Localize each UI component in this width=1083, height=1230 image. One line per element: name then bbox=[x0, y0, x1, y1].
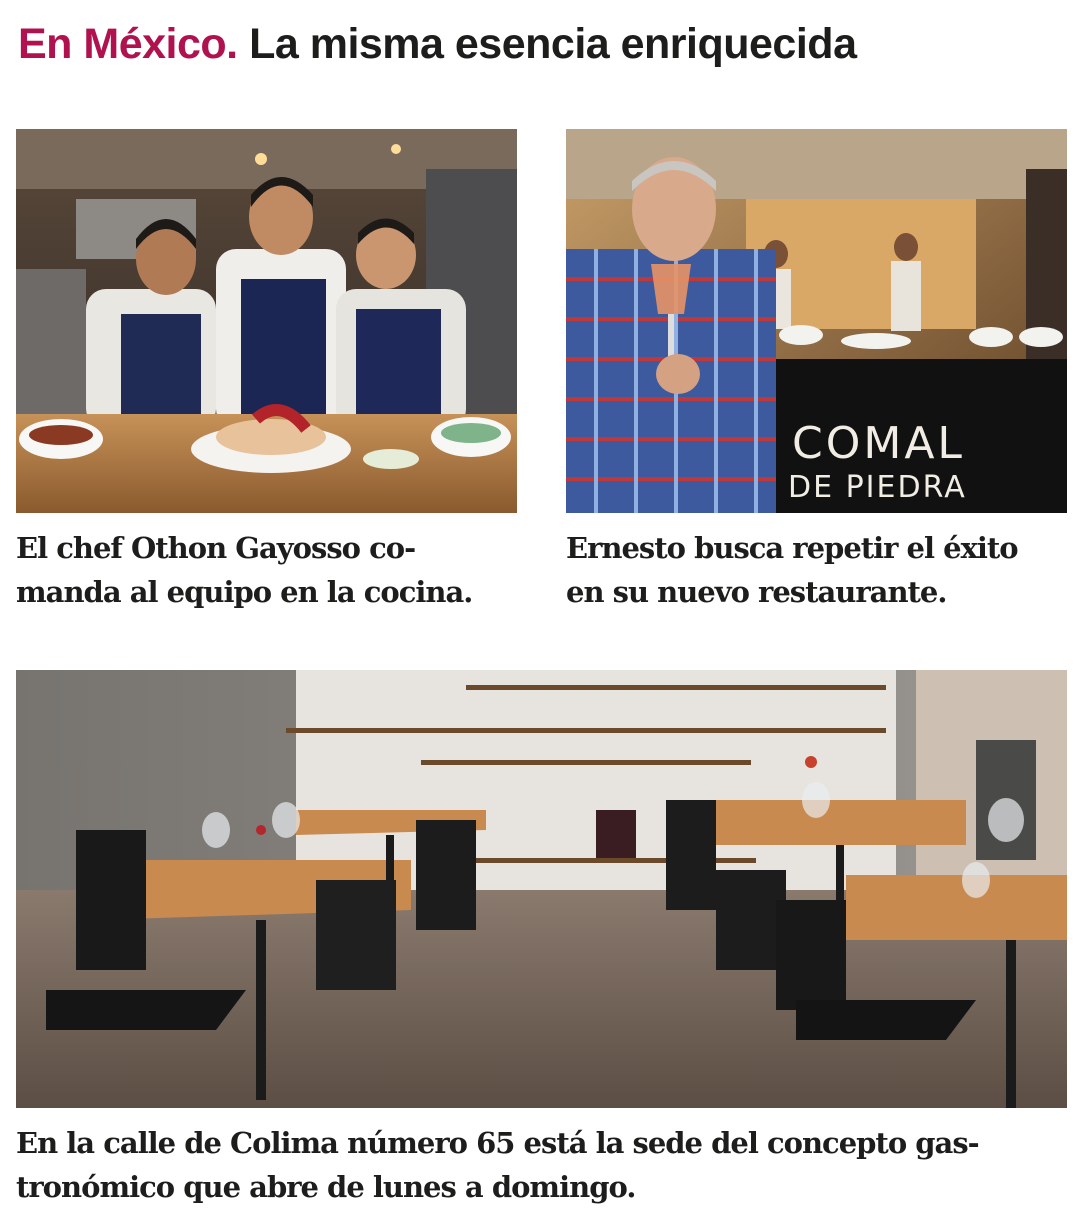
headline-title: La misma esencia enriquecida bbox=[249, 20, 857, 68]
caption-line: tronómico que abre de lunes a domingo. bbox=[16, 1170, 636, 1204]
caption-line: en su nuevo restaurante. bbox=[566, 575, 947, 609]
dining-caption bbox=[16, 1121, 1071, 1209]
caption-line: Ernesto busca repetir el éxito bbox=[566, 531, 1018, 565]
sign-comal: COMAL bbox=[792, 418, 965, 469]
headline bbox=[18, 14, 1068, 74]
headline-kicker: En México. bbox=[18, 20, 238, 68]
caption-line: manda al equipo en la cocina. bbox=[16, 575, 473, 609]
owner-caption bbox=[566, 526, 1071, 614]
kitchen-photo bbox=[16, 129, 517, 513]
kitchen-caption bbox=[16, 526, 526, 614]
owner-photo bbox=[566, 129, 1067, 513]
dining-room-photo bbox=[16, 670, 1067, 1108]
caption-line: En la calle de Colima número 65 está la sede del concepto gas- bbox=[16, 1126, 979, 1160]
sign-de-piedra: DE PIEDRA bbox=[788, 470, 967, 505]
caption-line: El chef Othon Gayosso co- bbox=[16, 531, 416, 565]
